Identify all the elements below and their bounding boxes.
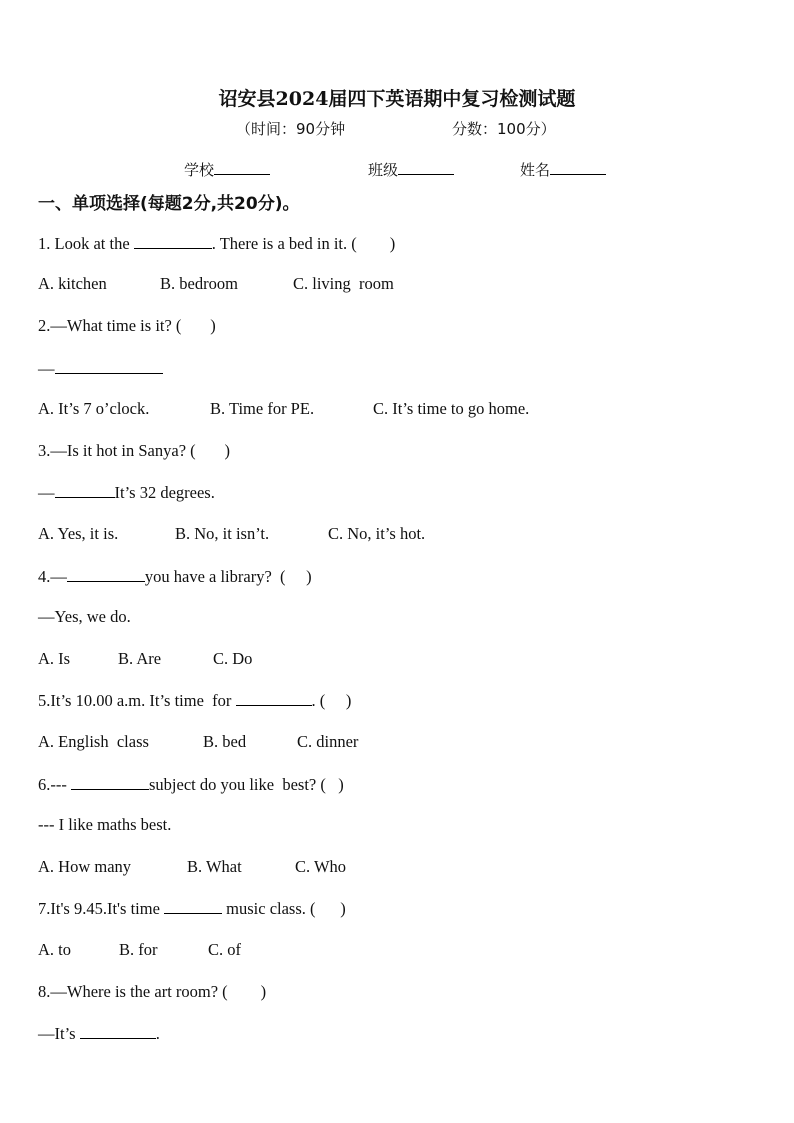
question-6-text: 6.---	[38, 775, 71, 794]
question-5-text-end: . ( )	[311, 691, 352, 710]
question-1-blank[interactable]	[134, 233, 212, 249]
question-7-option-c[interactable]: C. of	[208, 940, 241, 959]
question-7-text: 7.It's 9.45.It's time	[38, 899, 165, 918]
question-3-dash: —	[38, 483, 55, 502]
total-score: 分数：100分）	[452, 120, 556, 138]
question-2-blank[interactable]	[55, 358, 163, 374]
question-8-answer-text: —It’s	[38, 1024, 80, 1043]
name-label: 姓名	[520, 161, 551, 179]
question-5	[38, 690, 351, 711]
question-1-option-c[interactable]: C. living room	[293, 274, 394, 293]
question-6-option-b[interactable]: B. What	[187, 857, 242, 876]
question-5-option-a[interactable]: A. English class	[38, 732, 149, 751]
class-blank[interactable]	[398, 160, 454, 175]
question-4-option-a[interactable]: A. Is	[38, 649, 71, 668]
question-7-text-end: music class. ( )	[222, 899, 346, 918]
question-4-answer: —Yes, we do.	[38, 607, 131, 626]
question-8-answer-line	[38, 1023, 160, 1044]
question-6-option-a[interactable]: A. How many	[38, 857, 132, 876]
school-field	[184, 159, 270, 180]
question-2-dash: —	[38, 359, 55, 378]
question-1	[38, 233, 395, 254]
school-blank[interactable]	[214, 160, 270, 175]
question-2-option-b[interactable]: B. Time for PE.	[210, 399, 315, 418]
question-3-option-c[interactable]: C. No, it’s hot.	[328, 524, 426, 543]
question-1-option-a[interactable]: A. kitchen	[38, 274, 107, 293]
question-3-blank[interactable]	[55, 482, 115, 498]
question-4-option-b[interactable]: B. Are	[118, 649, 162, 668]
question-4-text-end: you have a library? ( )	[144, 567, 312, 586]
question-6	[38, 774, 344, 795]
question-3-option-a[interactable]: A. Yes, it is.	[38, 524, 119, 543]
question-4-option-c[interactable]: C. Do	[213, 649, 253, 668]
class-field	[368, 159, 454, 180]
class-label: 班级	[368, 161, 399, 179]
name-field	[520, 159, 606, 180]
question-5-option-b[interactable]: B. bed	[203, 732, 247, 751]
question-8: 8.—Where is the art room? ( )	[38, 982, 267, 1001]
time-limit: （时间：90分钟	[236, 120, 346, 138]
question-7	[38, 898, 346, 919]
question-2: 2.—What time is it? ( )	[38, 316, 216, 335]
question-1-text-end: . There is a bed in it. ( )	[211, 234, 396, 253]
page-title: 诏安县2024届四下英语期中复习检测试题	[218, 88, 576, 110]
question-2-option-a[interactable]: A. It’s 7 o’clock.	[38, 399, 150, 418]
question-7-option-b[interactable]: B. for	[119, 940, 158, 959]
question-4-blank[interactable]	[67, 566, 145, 582]
question-3: 3.—Is it hot in Sanya? ( )	[38, 441, 231, 460]
question-6-answer: --- I like maths best.	[38, 815, 172, 834]
question-8-blank[interactable]	[80, 1023, 156, 1039]
question-6-text-end: subject do you like best? ( )	[148, 775, 344, 794]
question-4-text: 4.—	[38, 567, 67, 586]
question-2-answer-line	[38, 358, 163, 379]
question-7-option-a[interactable]: A. to	[38, 940, 71, 959]
question-7-blank[interactable]	[164, 898, 222, 914]
question-5-blank[interactable]	[236, 690, 312, 706]
question-2-option-c[interactable]: C. It’s time to go home.	[373, 399, 530, 418]
question-1-text: 1. Look at the	[38, 234, 134, 253]
question-3-option-b[interactable]: B. No, it isn’t.	[175, 524, 270, 543]
question-6-blank[interactable]	[71, 774, 149, 790]
question-8-period: .	[155, 1024, 160, 1043]
section-heading: 一、单项选择(每题2分,共20分)。	[38, 194, 300, 214]
question-5-text: 5.It’s 10.00 a.m. It’s time for	[38, 691, 236, 710]
question-3-answer-line	[38, 482, 215, 503]
question-4	[38, 566, 312, 587]
question-1-option-b[interactable]: B. bedroom	[160, 274, 238, 293]
question-3-answer-text: It’s 32 degrees.	[114, 483, 215, 502]
question-6-option-c[interactable]: C. Who	[295, 857, 347, 876]
name-blank[interactable]	[550, 160, 606, 175]
question-5-option-c[interactable]: C. dinner	[297, 732, 359, 751]
school-label: 学校	[184, 161, 215, 179]
